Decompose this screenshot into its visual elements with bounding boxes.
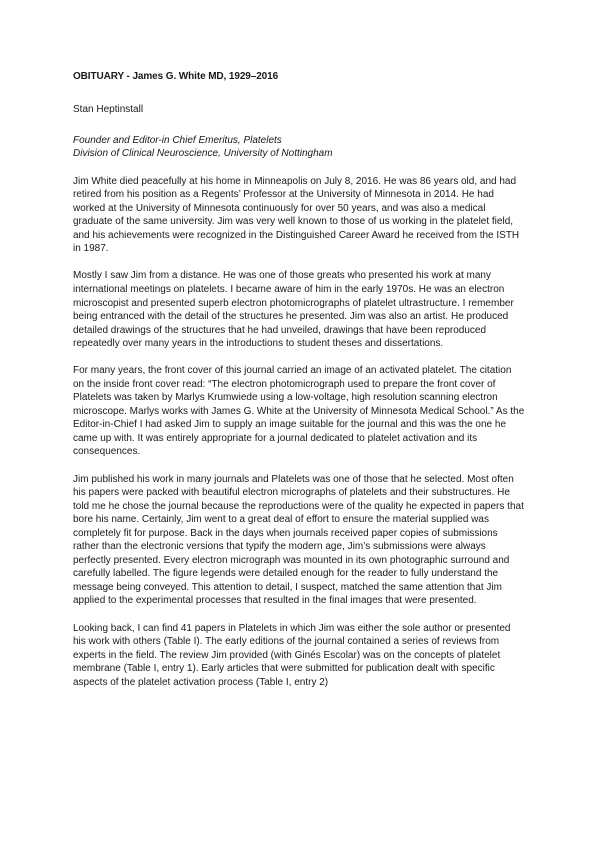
author-affiliation	[73, 134, 525, 161]
body-paragraph-3: For many years, the front cover of this journal carried an image of an activated platelet. The citation on the inside front cover read: “The electron photomicrograph used to prepare the front cover of Platelets was taken by Marlys Krumwiede using a low-voltage, high resolution scanning electron microscope. Marlys works with James G. White at the University of Minnesota Medical School.” As the Editor-in-Chief I had asked Jim to supply an image suitable for the journal and this was the one he came up with. It was entirely appropriate for a journal dedicated to platelet activation and its consequences.	[73, 365, 525, 458]
affiliation-department: Division of Clinical Neuroscience, University of Nottingham	[73, 148, 333, 160]
affiliation-role: Founder and Editor-in Chief Emeritus, Platelets	[73, 134, 282, 146]
document-body	[73, 70, 525, 689]
body-paragraph-1: Jim White died peacefully at his home in Minneapolis on July 8, 2016. He was 86 years old, and had retired from his position as a Regents’ Professor at the University of Minnesota in 2014. He had worked at the University of Minnesota continuously for over 50 years, and was also a medical graduate of the same university. Jim was very well known to those of us working in the platelet field, and his achievements were recognized in the Distinguished Career Award he received from the ISTH in 1987.	[73, 175, 520, 255]
body-paragraph-5: Looking back, I can find 41 papers in Platelets in which Jim was either the sole author or presented his work with others (Table I). The early editions of the journal contained a series of reviews from experts in the field. The review Jim provided (with Ginés Escolar) was on the concepts of platelet membrane (Table I, entry 1). Early articles that were submitted for publication dealt with specific aspects of the platelet activation process (Table I, entry 2)	[73, 622, 511, 688]
body-paragraph-4: Jim published his work in many journals and Platelets was one of those that he selected. Most often his papers were packed with beautiful electron micrographs of platelets and their substructures. He told me he chose the journal because the reproductions were of the quality he expected in papers that bore his name. Certainly, Jim went to a great deal of effort to ensure the material supplied was completely fit for purpose. Back in the days when journals received paper copies of submissions rather than the electronic versions that typify the modern age, Jim’s submissions were always perfectly presented. Every electron micrograph was mounted in its own photographic surround and carefully labelled. The figure legends were detailed enough for the reader to fully understand the message being conveyed. This attention to detail, I suspect, matched the same attention that Jim applied to the experimental processes that resulted in the final images that were presented.	[73, 473, 524, 607]
obituary-title: OBITUARY - James G. White MD, 1929–2016	[73, 71, 279, 82]
author-name: Stan Heptinstall	[73, 104, 144, 115]
body-paragraph-2: Mostly I saw Jim from a distance. He was one of those greats who presented his work at many international meetings on platelets. I became aware of him in the early 1970s. He was an electron microscopist and presented superb electron photomicrographs of platelet ultrastructure. I remember being entranced with the detail of the structures he presented. Jim was also an artist. He produced detailed drawings of the structures that he had unveiled, drawings that have been reproduced repeatedly over many years in the introductions to student theses and dissertations.	[73, 270, 514, 350]
